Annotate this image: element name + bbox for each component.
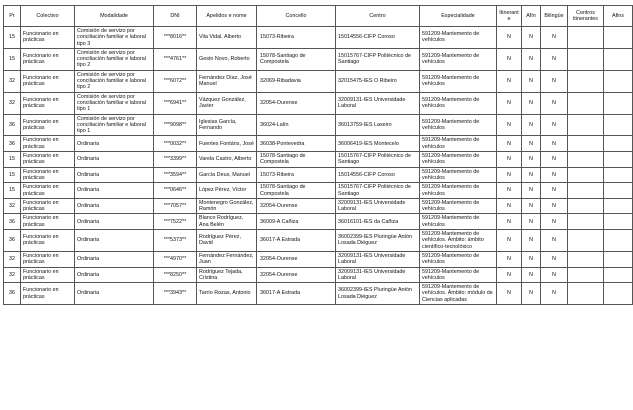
col-concello-cell: 32069-Ribadavia <box>257 70 336 92</box>
col-concello-cell: 36024-Lalín <box>257 114 336 136</box>
col-afin-cell: N <box>522 27 541 49</box>
col-colectivo-cell: Funcionario en prácticas <box>21 251 75 267</box>
col-centros-itinerantes-cell <box>568 114 604 136</box>
col-apelidos-cell: García Deus, Manuel <box>197 167 257 183</box>
col-modalidade-cell: Ordinaria <box>75 251 154 267</box>
col-bilingue-cell: N <box>541 48 568 70</box>
col-colectivo-cell: Funcionario en prácticas <box>21 267 75 283</box>
col-colectivo-cell: Funcionario en prácticas <box>21 92 75 114</box>
col-bilingue-cell: N <box>541 267 568 283</box>
col-dni-cell: ***0032** <box>154 136 197 152</box>
col-bilingue-cell: N <box>541 251 568 267</box>
col-apelidos-cell: Gesto Novo, Roberto <box>197 48 257 70</box>
col-centros-itinerantes-cell <box>568 92 604 114</box>
col-modalidade-cell: Ordinaria <box>75 267 154 283</box>
col-bilingue-cell: N <box>541 70 568 92</box>
col-apelidos-cell: Vila Vidal, Alberto <box>197 27 257 49</box>
col-modalidade-cell: Ordinaria <box>75 230 154 252</box>
col-centro-cell: 32009131-IES Universidade Laboral <box>336 198 420 214</box>
col-centro-header: Centro <box>336 6 420 27</box>
col-concello-cell: 36017-A Estrada <box>257 283 336 305</box>
table-row <box>4 214 633 230</box>
table-row <box>4 198 633 214</box>
document-page <box>3 5 633 305</box>
col-bilingue-cell: N <box>541 183 568 199</box>
col-modalidade-cell: Comisión de servizo por conciliación familiar e laboral tipo 3 <box>75 27 154 49</box>
table-row <box>4 136 633 152</box>
table-row <box>4 283 633 305</box>
col-apelidos-header: Apelidos e nome <box>197 6 257 27</box>
col-afin-cell: N <box>522 183 541 199</box>
col-concello-cell: 36038-Pontevedra <box>257 136 336 152</box>
col-bilingue-header: Bilingüe <box>541 6 568 27</box>
col-itinerante-cell: N <box>497 92 522 114</box>
col-afin-cell: N <box>522 136 541 152</box>
col-apelidos-cell: Iglesias García, Fernando <box>197 114 257 136</box>
col-centros-itinerantes-cell <box>568 267 604 283</box>
table-row <box>4 267 633 283</box>
col-pr-cell: 32 <box>4 251 21 267</box>
col-centro-cell: 32009131-IES Universidade Laboral <box>336 92 420 114</box>
col-especialidade-cell: 591209-Mantemento de vehículos <box>420 183 497 199</box>
col-colectivo-cell: Funcionario en prácticas <box>21 183 75 199</box>
col-itinerante-cell: N <box>497 48 522 70</box>
col-concello-cell: 36017-A Estrada <box>257 230 336 252</box>
col-afin-cell: N <box>522 167 541 183</box>
col-concello-cell: 36009-A Cañiza <box>257 214 336 230</box>
col-colectivo-cell: Funcionario en prácticas <box>21 167 75 183</box>
col-modalidade-cell: Comisión de servizo por conciliación familiar e laboral tipo 2 <box>75 48 154 70</box>
col-modalidade-cell: Ordinaria <box>75 198 154 214</box>
col-modalidade-cell: Comisión de servizo por conciliación familiar e laboral tipo 1 <box>75 114 154 136</box>
col-afins-cell <box>604 283 633 305</box>
col-modalidade-cell: Ordinaria <box>75 167 154 183</box>
table-body <box>4 27 633 305</box>
col-apelidos-cell: Tarrío Rozas, Antonio <box>197 283 257 305</box>
table-row <box>4 92 633 114</box>
col-apelidos-cell: Fernández Díaz, José Manuel <box>197 70 257 92</box>
col-concello-header: Concello <box>257 6 336 27</box>
col-afins-cell <box>604 230 633 252</box>
col-colectivo-cell: Funcionario en prácticas <box>21 48 75 70</box>
col-bilingue-cell: N <box>541 136 568 152</box>
col-pr-cell: 15 <box>4 27 21 49</box>
col-afin-cell: N <box>522 267 541 283</box>
col-afin-cell: N <box>522 230 541 252</box>
col-colectivo-cell: Funcionario en prácticas <box>21 214 75 230</box>
col-pr-cell: 32 <box>4 267 21 283</box>
table-row <box>4 230 633 252</box>
col-pr-cell: 36 <box>4 230 21 252</box>
col-modalidade-cell: Ordinaria <box>75 152 154 168</box>
col-especialidade-cell: 591209-Mantemento de vehículos <box>420 214 497 230</box>
col-afins-header: Afins <box>604 6 633 27</box>
col-pr-cell: 15 <box>4 48 21 70</box>
col-itinerante-cell: N <box>497 198 522 214</box>
col-centros-itinerantes-cell <box>568 230 604 252</box>
col-apelidos-cell: Fuentes Fontáns, José <box>197 136 257 152</box>
col-bilingue-cell: N <box>541 214 568 230</box>
col-centros-itinerantes-cell <box>568 70 604 92</box>
col-afin-header: Afín <box>522 6 541 27</box>
col-afin-cell: N <box>522 114 541 136</box>
assignments-table <box>3 5 633 305</box>
table-row <box>4 183 633 199</box>
table-row <box>4 152 633 168</box>
col-itinerante-cell: N <box>497 70 522 92</box>
col-afins-cell <box>604 152 633 168</box>
col-afin-cell: N <box>522 283 541 305</box>
col-itinerante-cell: N <box>497 152 522 168</box>
col-centro-cell: 36002399-IES Pluringüe Antón Losada Diéguez <box>336 230 420 252</box>
col-especialidade-cell: 591209-Mantemento de vehículos <box>420 152 497 168</box>
col-bilingue-cell: N <box>541 230 568 252</box>
col-centros-itinerantes-cell <box>568 283 604 305</box>
col-apelidos-cell: Rodríguez Tejada, Cristina <box>197 267 257 283</box>
col-especialidade-cell: 591209-Mantemento de vehículos <box>420 198 497 214</box>
col-pr-cell: 36 <box>4 214 21 230</box>
col-pr-cell: 32 <box>4 70 21 92</box>
col-afins-cell <box>604 198 633 214</box>
col-afin-cell: N <box>522 152 541 168</box>
col-centros-itinerantes-cell <box>568 167 604 183</box>
col-dni-cell: ***7057** <box>154 198 197 214</box>
col-centro-cell: 36013759-IES Laxeiro <box>336 114 420 136</box>
col-pr-cell: 15 <box>4 183 21 199</box>
col-colectivo-cell: Funcionario en prácticas <box>21 198 75 214</box>
col-bilingue-cell: N <box>541 152 568 168</box>
col-afins-cell <box>604 48 633 70</box>
col-modalidade-cell: Ordinaria <box>75 214 154 230</box>
col-afin-cell: N <box>522 48 541 70</box>
col-dni-cell: ***4761** <box>154 48 197 70</box>
col-modalidade-cell: Ordinaria <box>75 283 154 305</box>
col-afin-cell: N <box>522 70 541 92</box>
col-centros-itinerantes-cell <box>568 214 604 230</box>
col-afins-cell <box>604 167 633 183</box>
col-especialidade-cell: 591209-Mantemento de vehículos <box>420 27 497 49</box>
col-apelidos-cell: Varela Castro, Alberto <box>197 152 257 168</box>
col-especialidade-cell: 591209-Mantemento de vehículos <box>420 136 497 152</box>
col-itinerante-cell: N <box>497 136 522 152</box>
col-bilingue-cell: N <box>541 283 568 305</box>
col-itinerante-cell: N <box>497 267 522 283</box>
col-colectivo-cell: Funcionario en prácticas <box>21 114 75 136</box>
col-itinerante-header: Itinerante <box>497 6 522 27</box>
col-centros-itinerantes-cell <box>568 198 604 214</box>
col-apelidos-cell: Blanco Rodríguez, Ana Belén <box>197 214 257 230</box>
col-dni-cell: ***3399** <box>154 152 197 168</box>
col-afins-cell <box>604 136 633 152</box>
table-row <box>4 70 633 92</box>
col-pr-cell: 15 <box>4 152 21 168</box>
col-pr-cell: 36 <box>4 283 21 305</box>
col-concello-cell: 15078-Santiago de Compostela <box>257 183 336 199</box>
table-row <box>4 167 633 183</box>
col-especialidade-header: Especialidade <box>420 6 497 27</box>
table-row <box>4 27 633 49</box>
col-colectivo-cell: Funcionario en prácticas <box>21 283 75 305</box>
col-dni-cell: ***5373** <box>154 230 197 252</box>
col-afins-cell <box>604 27 633 49</box>
col-itinerante-cell: N <box>497 283 522 305</box>
col-especialidade-cell: 591209-Mantemento de vehículos <box>420 70 497 92</box>
col-afins-cell <box>604 251 633 267</box>
col-pr-cell: 36 <box>4 114 21 136</box>
col-afins-cell <box>604 70 633 92</box>
col-apelidos-cell: López Pérez, Víctor <box>197 183 257 199</box>
col-bilingue-cell: N <box>541 198 568 214</box>
col-modalidade-cell: Comisión de servizo por conciliación familiar e laboral tipo 1 <box>75 92 154 114</box>
col-itinerante-cell: N <box>497 167 522 183</box>
col-dni-cell: ***3594** <box>154 167 197 183</box>
col-afins-cell <box>604 267 633 283</box>
col-itinerante-cell: N <box>497 230 522 252</box>
col-concello-cell: 15078-Santiago de Compostela <box>257 152 336 168</box>
col-centros-itinerantes-cell <box>568 251 604 267</box>
col-colectivo-cell: Funcionario en prácticas <box>21 70 75 92</box>
col-itinerante-cell: N <box>497 27 522 49</box>
col-especialidade-cell: 591209-Mantemento de vehículos <box>420 251 497 267</box>
col-itinerante-cell: N <box>497 114 522 136</box>
col-dni-cell: ***7522** <box>154 214 197 230</box>
col-colectivo-cell: Funcionario en prácticas <box>21 136 75 152</box>
col-especialidade-cell: 591209-Mantemento de vehículos <box>420 167 497 183</box>
col-centro-cell: 15014556-CIFP Coroso <box>336 27 420 49</box>
col-centro-cell: 32009131-IES Universidade Laboral <box>336 251 420 267</box>
col-centro-cell: 15015767-CIFP Politécnico de Santiago <box>336 183 420 199</box>
col-pr-cell: 15 <box>4 167 21 183</box>
col-afins-cell <box>604 183 633 199</box>
col-dni-cell: ***9098** <box>154 114 197 136</box>
col-centro-cell: 15015767-CIFP Politécnico de Santiago <box>336 152 420 168</box>
col-itinerante-cell: N <box>497 183 522 199</box>
table-header-row <box>4 6 633 27</box>
col-centro-cell: 36016101-IES da Cañiza <box>336 214 420 230</box>
col-centros-itinerantes-header: Centros itinerantes <box>568 6 604 27</box>
col-dni-cell: ***0646** <box>154 183 197 199</box>
col-colectivo-cell: Funcionario en prácticas <box>21 230 75 252</box>
table-row <box>4 48 633 70</box>
col-itinerante-cell: N <box>497 214 522 230</box>
col-especialidade-cell: 591209-Mantemento de vehículos <box>420 114 497 136</box>
col-dni-cell: ***3943** <box>154 283 197 305</box>
col-colectivo-cell: Funcionario en prácticas <box>21 27 75 49</box>
col-dni-cell: ***8250** <box>154 267 197 283</box>
col-centros-itinerantes-cell <box>568 183 604 199</box>
col-modalidade-header: Modalidade <box>75 6 154 27</box>
col-dni-cell: ***6941** <box>154 92 197 114</box>
col-especialidade-cell: 591209-Mantemento de vehículos. Ámbito: módulo de Ciencias aplicadas <box>420 283 497 305</box>
col-centro-cell: 15014556-CIFP Coroso <box>336 167 420 183</box>
col-especialidade-cell: 591209-Mantemento de vehículos <box>420 48 497 70</box>
col-dni-header: DNI <box>154 6 197 27</box>
table-row <box>4 114 633 136</box>
col-concello-cell: 32054-Ourense <box>257 92 336 114</box>
col-apelidos-cell: Montenegro González, Ramón <box>197 198 257 214</box>
col-bilingue-cell: N <box>541 114 568 136</box>
col-centro-cell: 36002399-IES Pluringüe Antón Losada Diéguez <box>336 283 420 305</box>
col-afin-cell: N <box>522 198 541 214</box>
col-modalidade-cell: Ordinaria <box>75 183 154 199</box>
col-concello-cell: 32054-Ourense <box>257 198 336 214</box>
col-dni-cell: ***8016** <box>154 27 197 49</box>
col-bilingue-cell: N <box>541 27 568 49</box>
col-colectivo-header: Colectivo <box>21 6 75 27</box>
col-afin-cell: N <box>522 251 541 267</box>
col-concello-cell: 32054-Ourense <box>257 251 336 267</box>
col-colectivo-cell: Funcionario en prácticas <box>21 152 75 168</box>
col-apelidos-cell: Fernández Fernández, Juan <box>197 251 257 267</box>
col-pr-header: Pr <box>4 6 21 27</box>
col-modalidade-cell: Ordinaria <box>75 136 154 152</box>
col-centro-cell: 15015767-CIFP Politécnico de Santiago <box>336 48 420 70</box>
col-afins-cell <box>604 214 633 230</box>
col-apelidos-cell: Vázquez González, Javier <box>197 92 257 114</box>
col-centros-itinerantes-cell <box>568 152 604 168</box>
col-especialidade-cell: 591209-Mantemento de vehículos <box>420 92 497 114</box>
col-especialidade-cell: 591209-Mantemento de vehículos <box>420 267 497 283</box>
col-centro-cell: 32009131-IES Universidade Laboral <box>336 267 420 283</box>
col-afins-cell <box>604 114 633 136</box>
col-afins-cell <box>604 92 633 114</box>
col-centros-itinerantes-cell <box>568 27 604 49</box>
col-pr-cell: 32 <box>4 198 21 214</box>
col-concello-cell: 15073-Ribeira <box>257 167 336 183</box>
col-concello-cell: 15073-Ribeira <box>257 27 336 49</box>
col-centro-cell: 36006419-IES Montecelo <box>336 136 420 152</box>
col-pr-cell: 36 <box>4 136 21 152</box>
col-apelidos-cell: Rodríguez Pérez, David <box>197 230 257 252</box>
col-bilingue-cell: N <box>541 92 568 114</box>
col-dni-cell: ***6072** <box>154 70 197 92</box>
col-bilingue-cell: N <box>541 167 568 183</box>
table-row <box>4 251 633 267</box>
col-concello-cell: 15078-Santiago de Compostela <box>257 48 336 70</box>
col-afin-cell: N <box>522 214 541 230</box>
col-itinerante-cell: N <box>497 251 522 267</box>
col-dni-cell: ***4970** <box>154 251 197 267</box>
col-centros-itinerantes-cell <box>568 136 604 152</box>
col-centros-itinerantes-cell <box>568 48 604 70</box>
col-pr-cell: 32 <box>4 92 21 114</box>
col-modalidade-cell: Comisión de servizo por conciliación familiar e laboral tipo 2 <box>75 70 154 92</box>
col-afin-cell: N <box>522 92 541 114</box>
col-concello-cell: 32054-Ourense <box>257 267 336 283</box>
col-especialidade-cell: 591209-Mantemento de vehículos. Ámbito: ámbito científico-tecnolóxico <box>420 230 497 252</box>
col-centro-cell: 32015475-IES O Ribeiro <box>336 70 420 92</box>
